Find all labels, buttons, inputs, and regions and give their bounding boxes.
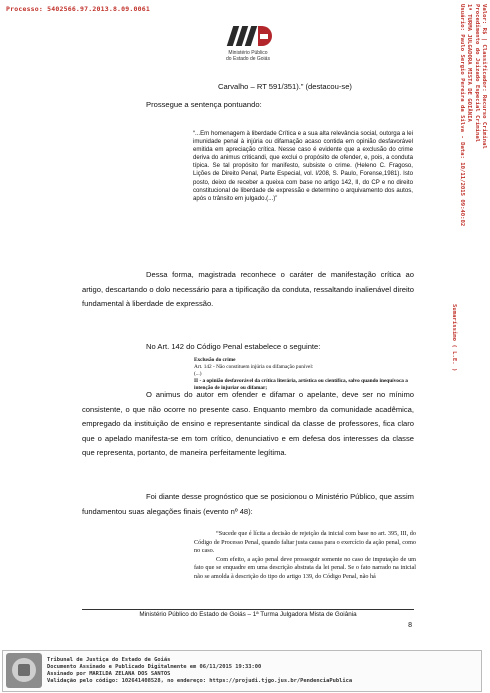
side-stamp-line3: 1ª TURMA JULGADORA MISTA DE GOIÂNIA bbox=[466, 4, 473, 122]
law-title: Exclusão do crime bbox=[194, 357, 236, 363]
side-stamp-line2: Procedimento do Juizado Especial Criminal bbox=[473, 4, 480, 143]
paragraph-art-142: No Art. 142 do Código Penal estabelece o seguinte: bbox=[146, 342, 321, 351]
footer-divider bbox=[82, 609, 414, 610]
law-excerpt bbox=[194, 357, 416, 392]
quote-ministerio bbox=[194, 530, 416, 581]
quote-ministerio-a-text: “Sucede que é lícita a decisão de rejeição da inicial com base no art. 395, III, do Código de Processo Penal, quando faltar justa causa para o exercício da ação penal, como no caso. bbox=[194, 530, 416, 554]
sig-line-1: Tribunal de Justiça do Estado de Goiás bbox=[47, 657, 171, 663]
citation-end: Carvalho – RT 591/351).” (destacou-se) bbox=[218, 82, 352, 91]
quote-ministerio-b bbox=[194, 556, 416, 582]
paragraph-dessa-forma bbox=[82, 268, 414, 312]
paragraph-ministerio-text: Foi diante desse prognóstico que se posicionou o Ministério Público, que assim fundamentou suas alegações finais (evento nº 48): bbox=[82, 492, 414, 516]
logo-text-line1: Ministério Público bbox=[228, 50, 268, 56]
law-line-2: (...) bbox=[194, 370, 202, 377]
sig-line-2: Documento Assinado e Publicado Digitalmente em 06/11/2015 19:33:00 bbox=[47, 664, 262, 670]
mp-goias-logo bbox=[216, 24, 280, 70]
paragraph-animus bbox=[82, 388, 414, 461]
sig-line-4: Validação pelo código: 102641408528, no endereço: https://projudi.tjgo.jus.br/PendenciaPublica bbox=[47, 678, 353, 684]
quote-ministerio-a bbox=[194, 530, 416, 556]
quote-sentenca: “...Em homenagem à liberdade Crítica e a sua alta relevância social, outorga a lei imunidade penal à injúria ou difamação acaso contida em opinião desfavorável emitida em apreciação crítica. Nesse caso é evidente que a exclusão do crime deriva do animus criticandi, que exclui o propósito de ofender, e, pois, a conduta típica. Se tal propósito for manifesto, subsiste o crime. (Heleno C. Fragoso, Lições de Direito Penal, Parte Especial, vol. I/208, S. Paulo, Forense,1981). Isto posto, deixo de receber a queixa com base no artigo 142, II, do CP e no direito constitucional de liberdade de expressão e determino o arquivamento dos autos, após o trânsito em julgado.(...)” bbox=[193, 130, 413, 202]
paragraph-sentenca: Prossegue a sentença pontuando: bbox=[146, 100, 262, 109]
side-stamp-line1: Valor: R$ | Classificador: Recurso Criminal bbox=[481, 4, 487, 149]
paragraph-ministerio bbox=[82, 490, 414, 519]
page-number: 8 bbox=[408, 622, 412, 629]
quote-ministerio-b-text: Com efeito, a ação penal deve prosseguir somente no caso de imputação de um fato que se enquadre em uma descrição abstrata da lei penal. Se o fato narrado na inicial não se amolda à descrição do tipo do artigo 139, do Código Penal, não há bbox=[194, 555, 416, 580]
side-stamp-line4: Usuário: Paulo Sergio Pereira da Silva - Data: 10/11/2015 09:40:02 bbox=[458, 4, 465, 227]
paragraph-dessa-forma-text: Dessa forma, magistrada reconhece o caráter de manifestação crítica ao artigo, descartando o dolo necessário para a tipificação da conduta, ressaltando inalienável direito fundamental à liberdade de expressão. bbox=[82, 270, 414, 309]
logo-text-line2: do Estado de Goiás bbox=[226, 56, 270, 62]
law-line-3: II - a opinião desfavorável da crítica literária, artística ou científica, salvo quando inequívoca a intenção de injuriar ou difamar; bbox=[194, 377, 408, 391]
seal-icon bbox=[6, 653, 42, 688]
process-number: Processo: 5402566.97.2013.8.09.0061 bbox=[6, 5, 150, 13]
sig-line-3: Assinado por MARILDA ZELANA DOS SANTOS bbox=[47, 671, 171, 677]
law-line-1: Art. 142 - Não constituem injúria ou difamação punível: bbox=[194, 363, 314, 370]
side-stamp bbox=[450, 4, 487, 371]
signature-box bbox=[2, 650, 482, 692]
paragraph-animus-text: O animus do autor em ofender e difamar o apelante, deve ser no mínimo consistente, o que não ocorre no presente caso. Enquanto membro da comunidade acadêmica, empregado da instituição de ensino e representante sindical da classe de professores, fica claro que o apelado manifesta-se em tom crítico, denunciativo e em defesa dos interesses da classe que representa, portanto, de maneira perfeitamente legítima. bbox=[82, 390, 414, 458]
page-footer-text: Ministério Público do Estado de Goiás – 1ª Turma Julgadora Mista de Goiânia bbox=[139, 611, 357, 618]
side-stamp-line5: Sumaríssimo ( L.E. ) bbox=[451, 304, 458, 372]
